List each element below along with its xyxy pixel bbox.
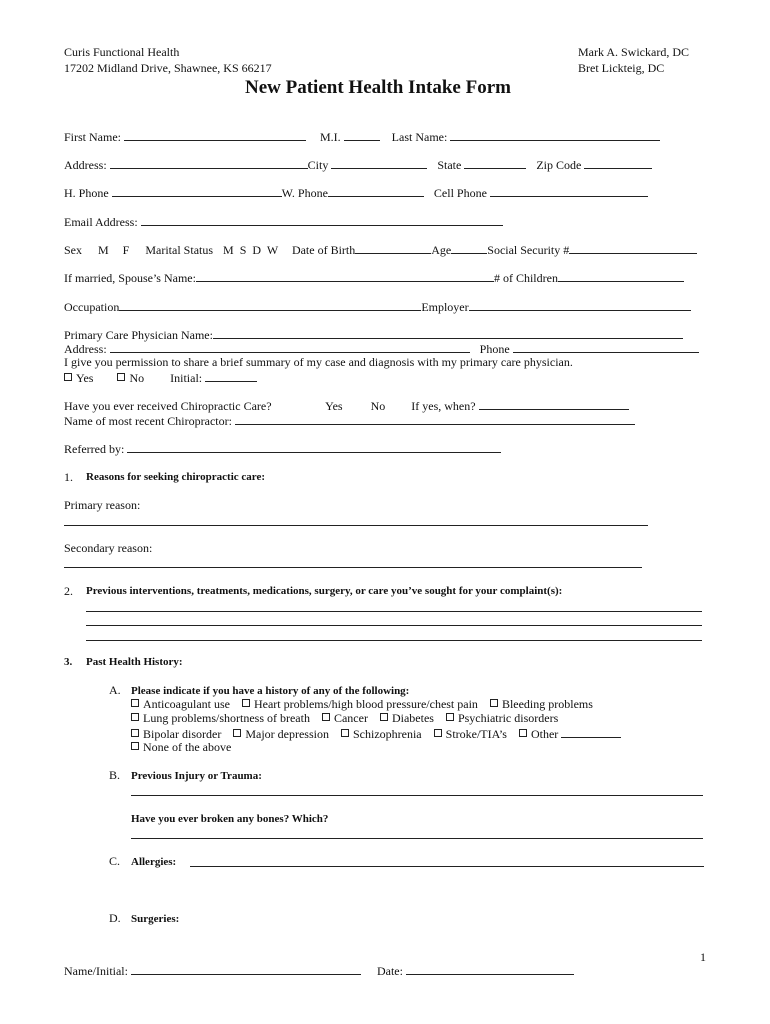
- chiro-yes-option[interactable]: Yes: [325, 399, 343, 413]
- chiro-question: Have you ever received Chiropractic Care?: [64, 399, 272, 413]
- form-title: New Patient Health Intake Form: [245, 77, 511, 98]
- conditions-row-4: [131, 740, 231, 754]
- permission-row: [64, 370, 257, 385]
- cancer-checkbox[interactable]: [322, 713, 330, 721]
- bipolar-label: Bipolar disorder: [143, 727, 222, 741]
- pcp-name-label: Primary Care Physician Name:: [64, 328, 213, 342]
- if-yes-when-label: If yes, when?: [411, 399, 476, 413]
- if-yes-when-field[interactable]: [479, 398, 629, 410]
- initial-label: Initial:: [170, 371, 203, 385]
- recent-chiro-row: [64, 413, 635, 428]
- employer-field[interactable]: [469, 299, 691, 311]
- conditions-row-1: [131, 697, 593, 711]
- spouse-label: If married, Spouse’s Name:: [64, 271, 196, 285]
- age-label: Age: [431, 243, 452, 257]
- marital-status-label: Marital Status: [145, 243, 214, 257]
- anticoagulant-label: Anticoagulant use: [143, 697, 230, 711]
- psychiatric-label: Psychiatric disorders: [457, 711, 559, 725]
- section-1-number: 1.: [64, 470, 73, 484]
- lung-checkbox[interactable]: [131, 713, 139, 721]
- occupation-row: [64, 299, 691, 314]
- name-initial-field[interactable]: [131, 963, 361, 975]
- home-phone-label: H. Phone: [64, 186, 109, 200]
- home-phone-field[interactable]: [112, 185, 282, 197]
- clinic-name: Curis Functional Health: [64, 45, 180, 59]
- dob-label: Date of Birth: [291, 243, 356, 257]
- state-label: State: [437, 158, 462, 172]
- state-field[interactable]: [464, 157, 526, 169]
- zip-field[interactable]: [584, 157, 652, 169]
- section-2-line-2[interactable]: [86, 625, 702, 626]
- subsection-a-letter: A.: [109, 683, 121, 697]
- marital-status-options[interactable]: M S D W: [223, 243, 278, 257]
- email-label: Email Address:: [64, 215, 138, 229]
- occupation-field[interactable]: [119, 299, 421, 311]
- sex-label: Sex: [64, 243, 82, 257]
- cancer-label: Cancer: [333, 711, 368, 725]
- injury-line[interactable]: [131, 795, 703, 796]
- address-label: Address:: [64, 158, 107, 172]
- date-label: Date:: [376, 964, 403, 978]
- cell-phone-field[interactable]: [490, 185, 648, 197]
- sex-option-f[interactable]: F: [122, 243, 130, 257]
- spouse-row: [64, 270, 684, 285]
- cell-phone-label: Cell Phone: [433, 186, 487, 200]
- allergies-line[interactable]: [190, 866, 704, 867]
- section-3-number: 3.: [64, 656, 73, 668]
- children-field[interactable]: [558, 270, 684, 282]
- lung-label: Lung problems/shortness of breath: [143, 711, 310, 725]
- section-2-title: Previous interventions, treatments, medications, surgery, or care you’ve sought for your complaint(s):: [86, 585, 563, 597]
- bleeding-checkbox[interactable]: [490, 699, 498, 707]
- initial-field[interactable]: [205, 370, 257, 382]
- subsection-c-letter: C.: [109, 854, 121, 868]
- referred-row: [64, 441, 501, 456]
- first-name-label: First Name:: [64, 130, 121, 144]
- subsection-d-title: Surgeries:: [131, 913, 180, 925]
- subsection-c-title: Allergies:: [131, 856, 177, 868]
- broken-bones-line[interactable]: [131, 838, 703, 839]
- clinic-address: 17202 Midland Drive, Shawnee, KS 66217: [64, 61, 272, 75]
- children-label: # of Children: [493, 271, 558, 285]
- conditions-row-3: [131, 726, 621, 741]
- other-label: Other: [530, 727, 559, 741]
- work-phone-label: W. Phone: [281, 186, 328, 200]
- address-row: [64, 157, 652, 172]
- pcp-address-row: [64, 341, 699, 356]
- doctor-name-2: Bret Lickteig, DC: [578, 61, 665, 75]
- primary-reason-label: Primary reason:: [64, 498, 141, 512]
- stroke-label: Stroke/TIA’s: [445, 727, 507, 741]
- subsection-a-title: Please indicate if you have a history of any of the following:: [131, 685, 410, 697]
- section-1-title: Reasons for seeking chiropractic care:: [86, 471, 266, 483]
- depression-checkbox[interactable]: [233, 729, 241, 737]
- broken-bones-question: Have you ever broken any bones? Which?: [131, 813, 329, 825]
- pcp-phone-field[interactable]: [513, 341, 699, 353]
- ssn-label: Social Security #: [487, 243, 570, 257]
- last-name-label: Last Name:: [391, 130, 448, 144]
- subsection-d-letter: D.: [109, 911, 121, 925]
- schizophrenia-checkbox[interactable]: [341, 729, 349, 737]
- other-checkbox[interactable]: [519, 729, 527, 737]
- psychiatric-checkbox[interactable]: [446, 713, 454, 721]
- diabetes-checkbox[interactable]: [380, 713, 388, 721]
- ssn-field[interactable]: [569, 242, 697, 254]
- other-field[interactable]: [561, 726, 621, 738]
- subsection-b-letter: B.: [109, 768, 121, 782]
- name-initial-label: Name/Initial:: [64, 964, 128, 978]
- bleeding-label: Bleeding problems: [501, 697, 593, 711]
- page-number: 1: [700, 950, 706, 964]
- last-name-field[interactable]: [450, 129, 660, 141]
- secondary-reason-label: Secondary reason:: [64, 541, 153, 555]
- heart-label: Heart problems/high blood pressure/chest pain: [253, 697, 478, 711]
- email-field[interactable]: [141, 214, 503, 226]
- pcp-address-field[interactable]: [110, 341, 470, 353]
- permission-text: I give you permission to share a brief summary of my case and diagnosis with my primary care physician.: [64, 355, 573, 369]
- footer-row: [64, 963, 574, 978]
- dob-field[interactable]: [355, 242, 431, 254]
- demographics-row: [64, 242, 697, 257]
- zip-label: Zip Code: [536, 158, 582, 172]
- secondary-reason-line[interactable]: [64, 567, 642, 568]
- subsection-b-title: Previous Injury or Trauma:: [131, 770, 262, 782]
- section-2-line-3[interactable]: [86, 640, 702, 641]
- name-row: [64, 129, 660, 144]
- age-field[interactable]: [451, 242, 487, 254]
- pcp-address-label: Address:: [64, 342, 107, 356]
- permission-yes-checkbox[interactable]: [64, 373, 72, 381]
- mi-label: M.I.: [320, 130, 341, 144]
- address-field[interactable]: [110, 157, 308, 169]
- email-row: [64, 214, 503, 229]
- pcp-phone-label: Phone: [479, 342, 510, 356]
- primary-reason-line[interactable]: [64, 525, 648, 526]
- employer-label: Employer: [421, 300, 469, 314]
- chiro-no-option[interactable]: No: [370, 399, 386, 413]
- heart-checkbox[interactable]: [242, 699, 250, 707]
- recent-chiro-field[interactable]: [235, 413, 635, 425]
- conditions-row-2: [131, 711, 558, 725]
- stroke-checkbox[interactable]: [434, 729, 442, 737]
- doctor-name-1: Mark A. Swickard, DC: [578, 45, 689, 59]
- date-field[interactable]: [406, 963, 574, 975]
- referred-by-field[interactable]: [127, 441, 501, 453]
- bipolar-checkbox[interactable]: [131, 729, 139, 737]
- pcp-name-row: [64, 327, 683, 342]
- depression-label: Major depression: [245, 727, 329, 741]
- none-label: None of the above: [143, 740, 232, 754]
- permission-yes-label: Yes: [76, 371, 94, 385]
- occupation-label: Occupation: [64, 300, 120, 314]
- recent-chiro-label: Name of most recent Chiropractor:: [64, 414, 232, 428]
- schizophrenia-label: Schizophrenia: [352, 727, 422, 741]
- anticoagulant-checkbox[interactable]: [131, 699, 139, 707]
- permission-no-label: No: [129, 371, 145, 385]
- pcp-name-field[interactable]: [213, 327, 683, 339]
- spouse-field[interactable]: [196, 270, 494, 282]
- city-field[interactable]: [331, 157, 427, 169]
- none-checkbox[interactable]: [131, 742, 139, 750]
- sex-option-m[interactable]: M: [98, 243, 109, 257]
- diabetes-label: Diabetes: [391, 711, 434, 725]
- section-2-number: 2.: [64, 584, 73, 598]
- city-label: City: [307, 158, 329, 172]
- first-name-field[interactable]: [124, 129, 306, 141]
- permission-no-checkbox[interactable]: [117, 373, 125, 381]
- section-3-title: Past Health History:: [86, 656, 183, 668]
- mi-field[interactable]: [344, 129, 380, 141]
- referred-by-label: Referred by:: [64, 442, 125, 456]
- work-phone-field[interactable]: [328, 185, 424, 197]
- phone-row: [64, 185, 648, 200]
- section-2-line-1[interactable]: [86, 611, 702, 612]
- chiro-row: [64, 398, 629, 413]
